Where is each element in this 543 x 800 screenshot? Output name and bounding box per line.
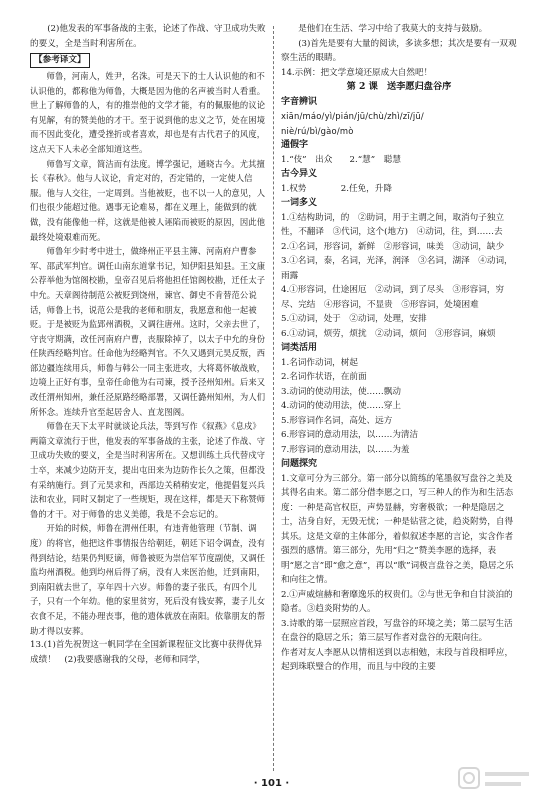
- answer-item-2: (2)他发表的军事备战的主张，论述了作战、守卫成功失败的要义，全是当时利害所在。: [30, 24, 266, 49]
- section-line: 作者对友人李愿从以情相送到以志相勉，末段与首段相呼应，起到珠联璧合的作用，而且与中段的主要: [281, 647, 514, 672]
- section-line: 5.形容词作名词，高处、远方: [281, 415, 393, 426]
- section-line: 2.①声威煊赫和奢靡逸乐的权贵们。②与世无争和自甘淡泊的隐者。③趋炎附势的人。: [281, 589, 513, 614]
- section-heading: 问题探究: [281, 459, 318, 469]
- section-line: 1.文章可分为三部分。第一部分以简练的笔墨叙写盘谷之美及其得名由来。第二部分借李愿之口，写三种人的作为和生活态度：一种是高官权臣，声势显赫，穷奢极欲；一种是隐居之士，洁身自好，无毁无忧；一种是钻营之徒，趋炎附势，自得其乐。这是文章的主体部分，着似叙述李愿的言论，实含作者强烈的感情。第三部分，先用“归之”赞美李愿的选择，表明“愿之言”即“愈之意”，再以“歌”词极言盘谷之美，隐居之乐和向往之情。: [281, 473, 514, 585]
- translation-paragraph: 师鲁，河南人，姓尹，名洙。可是天下的士人认识他的和不认识他的，都称他为师鲁，大概是因为他的名声被当时人看重。世上了解师鲁的人，有的推崇他的文学才能，有的佩服他的议论有见解，有的赞美他的才干。至于说到他的忠义之节，处在困境而不因此变化，遭受挫折或者喜欢，却也是有古代君子的风度，这点天下人未必全部知道这些。: [30, 71, 266, 154]
- section-line: 2.名词作状语，在前面: [281, 372, 367, 382]
- section-line: 1.名词作动词，树起: [281, 357, 358, 368]
- section-line: 4.动词的使动用法，使……穿上: [281, 401, 401, 411]
- right-column: [281, 22, 517, 675]
- section-line: niè/rú/bì/gào/mò: [281, 125, 354, 136]
- section-heading: 词类活用: [281, 343, 318, 353]
- answer-continuation: 是他们在生活、学习中给了我莫大的支持与鼓励。: [298, 24, 488, 34]
- section-line: 3.动词的使动用法，使……飘动: [281, 386, 401, 397]
- translation-paragraph: 师鲁年少时考中进士，做绛州正平县主簿、河南府户曹参军、邵武军判官。调任山南东道掌书记，知伊阳县知县。王文康公荐举他为馆阁校勘，皇帝召见后将他担任馆阁校勘，迁任太子中允。天章阁待制范公被贬到饶州，谏官、御史不肯替范公说话，师鲁上书，说范公是我的老师和朋友，我愿意和他一起被贬。于是被贬为监郢州酒税，又调往唐州。这时，父亲去世了，守丧守期满，改任河南府户曹，丧服除掉了，以太子中允的身份任陕西经略判官。任命他为经略判官。不久又遇到元昊反叛，西部边疆连续用兵，师鲁与韩公一同主张进攻，大将葛怀敏战败，边境上正好有事，皇帝任命他为右司谏，授予泾州知州。后来又改任渭州知州，兼任泾原路经略部署，又调任潞州知州，为人们所怀念。连续升官至起居舍人、直龙图阁。: [30, 246, 266, 417]
- section-line: 2.①名词，形容词，新鲜 ②形容词，味美 ③动词，缺少: [281, 241, 505, 252]
- translation-paragraph: 师鲁在天下太平时就谈论兵法，等到写作《叙燕》《息戍》两篇文章流行于世，他发表的军事备战的主张，论述了作战、守卫成功失败的要义，全是当时利害所在。又想训练土兵代替戍守士卒，来减少边防开支，提出屯田来为边防作长久之策，但都没有采纳施行。到了元昊求和，西部边关稍稍安定，他提倡复兴兵法和农业，同时又制定了一些规矩，现在这样，都是天下称赞师鲁的才干。对于师鲁的忠义美德，我是不会忘记的。: [30, 421, 266, 519]
- section-line: 6.形容词的意动用法，以……为清洁: [281, 430, 419, 440]
- section-line: 3.诗歌的第一层照应首段，写盘谷的环境之美；第二层写生活在盘谷的隐居之乐；第三层写作者对盘谷的无限向往。: [281, 618, 513, 643]
- answer-item-13: 13.(1)首先祝贺这一帆同学在全国新课程征文比赛中获得优异成绩！ (2)我要感谢我的父母，老师和同学，: [30, 640, 263, 665]
- section-line: 7.形容词的意动用法，以……为羞: [281, 444, 410, 455]
- reference-translation-heading: 【参考译文】: [30, 53, 90, 68]
- section-heading: 字音辨识: [281, 96, 318, 107]
- section-heading: 一词多义: [281, 198, 318, 208]
- answer-item-3: (3)首先是要有大量的阅读，多读多想；其次是要有一双观察生活的眼睛。: [281, 38, 517, 63]
- section-line: 6.①动词，烦劳，烦扰 ②动词，烦问 ③形容词，麻烦: [281, 328, 496, 339]
- section-line: 1.“伎” 出众 2.“慧” 聪慧: [281, 154, 401, 165]
- translation-paragraph: 开始的时候，师鲁在渭州任职，有违背他管理（节制、调度）的将官，他把这件事情报告给朝廷，朝廷下诏令调查，没有得到结论，结果仍判贬谪，师鲁被贬为崇信军节度副使，又调任监均州酒税。他到均州后得了病，没有人来医治他，迁到南阳，到南阳就去世了，享年四十六岁。师鲁的妻子张氏，有四个儿子，只有一个年幼。他的家里贫穷，死后没有钱安葬，妻子儿女衣食不足，不能办理丧事，他的遗体就放在南阳。依靠朋友的帮助才得以安葬。: [30, 523, 266, 636]
- section-line: xiān/máo/yì/pián/jū/chù/zhì/zī/jū/: [281, 111, 424, 121]
- page-number: · 101 ·: [253, 778, 290, 789]
- section-line: 5.①动词，处于 ②动词，处理，安排: [281, 314, 427, 324]
- section-line: 1.①结构助词，的 ②助词，用于主谓之间，取消句子独立性，不翻译 ③代词，这个(地方) ④动词，往，到……去: [281, 212, 505, 237]
- section-heading: 通假字: [281, 140, 309, 150]
- section-line: 4.①形容词，仕途困厄 ②动词，到了尽头 ③形容词，穷尽、完结 ④形容词，不显贵 ⑤形容词，处境困难: [281, 285, 505, 310]
- lesson-title: 第 2 课 送李愿归盘谷序: [346, 81, 452, 92]
- section-line: 1.权势 2.任免，升降: [281, 183, 392, 194]
- column-divider: [273, 26, 274, 771]
- lesson-sections: [281, 95, 517, 675]
- translation-paragraph: 师鲁写文章，简洁而有法度。博学强记，通晓古今。尤其擅长《春秋》。他与人议论，肯定对的，否定错的，一定使人信服。他与人交往，一定周到。当他被贬，也不以一人的意见，人们也很少能超过他。遇事无论难易，都在义理上，能做到的就做，没有能像他一样，这就是他被人诬陷而被贬的原因，因此他最终处境艰难而死。: [30, 158, 266, 242]
- watermark-icon: [455, 762, 535, 798]
- answer-item-14: 14.示例：把文学意境还原成大自然吧！: [281, 67, 433, 78]
- translation-text: [30, 69, 266, 638]
- section-line: 3.①名词，泰，名词，光泽，润泽 ③名词，湖泽 ④动词，雨露: [281, 256, 513, 281]
- section-heading: 古今异义: [281, 169, 318, 179]
- left-column: [30, 22, 266, 667]
